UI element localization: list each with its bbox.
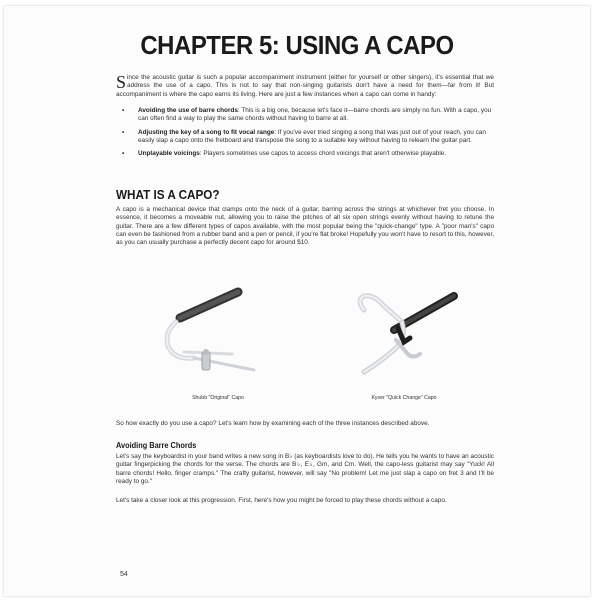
closing-paragraph: Let's take a closer look at this progression. First, here's how you might be forced to play these chords without a capo.: [116, 497, 447, 504]
bullet-text: : Players sometimes use capos to access chord voicings that aren't otherwise playable.: [199, 150, 447, 158]
bullet-item: [122, 129, 492, 146]
transition-paragraph: So how exactly do you use a capo? Let's learn how by examining each of the three instances described above.: [116, 420, 430, 427]
drop-cap: S: [116, 72, 127, 92]
bullet-icon: •: [122, 107, 125, 114]
section-heading: WHAT IS A CAPO?: [116, 187, 220, 202]
book-page: [4, 6, 590, 596]
bullet-icon: •: [122, 128, 125, 136]
page-number: 54: [120, 571, 128, 578]
caption-left: Shubb "Original" Capo: [192, 395, 244, 401]
bullet-title: Avoiding the use of barre chords: [138, 107, 238, 114]
bullet-item: [122, 107, 492, 124]
bullet-list: [122, 107, 492, 163]
bullet-item: [122, 150, 492, 158]
caption-right: Kyser "Quick Change" Capo: [371, 395, 437, 401]
barre-paragraph: Let's say the keyboardist in your band writes a new song in B♭ (as keyboardists love to do). He tells you he wants to have an acoustic guitar fingerpicking the chords for the verse. The chords are B♭, E♭, Gm, and Cm. Well, the capo-less guitarist may say "Yuck! All barre chords! Hello, finger cramps." The crafty guitarist, however, will say "No problem! Let me just slap a capo on fret 3 and I'll be ready to go.": [116, 453, 494, 485]
bullet-icon: •: [122, 150, 125, 158]
kyser-capo-image: [346, 282, 466, 384]
chapter-title: CHAPTER 5: USING A CAPO: [140, 30, 454, 60]
intro-paragraph: [116, 74, 494, 99]
intro-text: ince the acoustic guitar is such a popular accompaniment instrument (either for yourself or other singers), it's essential that we address the use of a capo. This is not to say that non-singing guitarists don't have a need for them—far from it! But accompaniment is where the capo earns its living. Here are just a few instances when a capo can come in handy:: [116, 74, 494, 98]
subheading: Avoiding Barre Chords: [116, 441, 197, 450]
capo-paragraph: A capo is a mechanical device that clamps onto the neck of a guitar, barring across the strings at whichever fret you choose. In essence, it becomes a moveable nut, allowing you to raise the pitches of all six open strings evenly without having to retune the guitar. There are a few different types of capos available, with the most popular being the "quick-change" type. A "poor man's" capo can even be fashioned from a rubber band and a pen or pencil, if you're flat broke! Hopefully you won't have to resort to this, however, as you can usually purchase a perfectly decent capo for around $10.: [116, 206, 494, 247]
shubb-capo-image: [154, 282, 274, 384]
bullet-title: Unplayable voicings: [138, 150, 200, 158]
bullet-text: : This is a big one, because let's face it—barre chords are simply no fun. With a capo, you can often find a way to play the same chords without having to barre at all.: [138, 107, 492, 123]
bullet-title: Adjusting the key of a song to fit vocal range: [138, 128, 275, 136]
bullet-text: : If you've ever tried singing a song that was just out of your reach, you can easily slap a capo onto the fretboard and transpose the song to a suitable key without having to relearn the guitar part.: [138, 128, 486, 144]
